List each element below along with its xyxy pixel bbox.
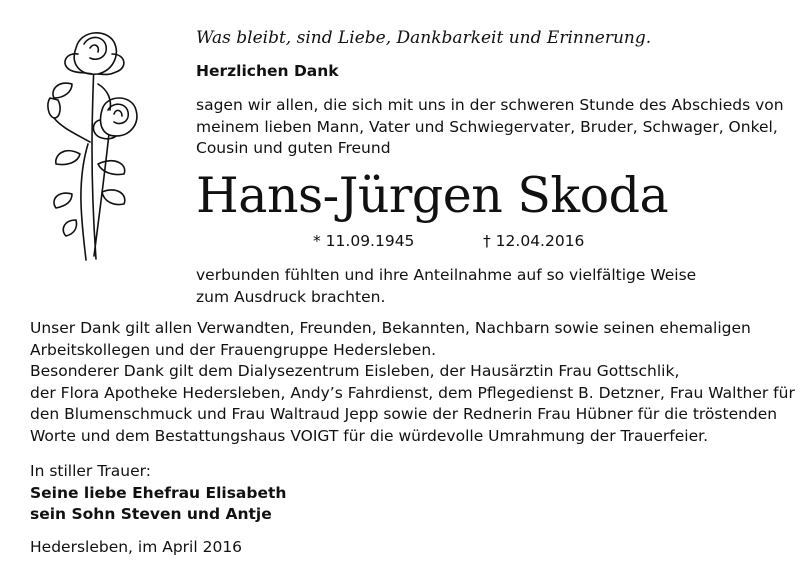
intro-line: meinem lieben Mann, Vater und Schwiegervater, Bruder, Schwager, Onkel, bbox=[196, 117, 778, 136]
family-line: Seine liebe Ehefrau Elisabeth bbox=[30, 483, 287, 502]
signoff-intro: In stiller Trauer: bbox=[30, 462, 151, 480]
birth-date: * 11.09.1945 bbox=[313, 232, 415, 250]
intro-line: sagen wir allen, die sich mit uns in der schweren Stunde des Abschieds von bbox=[196, 96, 784, 114]
family-line: sein Sohn Steven und Antje bbox=[30, 505, 272, 523]
rose-icon bbox=[36, 24, 146, 264]
body-line: der Flora Apotheke Hedersleben, Andy’s Fahrdienst, dem Pflegedienst B. Detzner, Frau Walther für bbox=[30, 383, 795, 402]
intro-line: Cousin und guten Freund bbox=[196, 139, 391, 157]
body-line: Arbeitskollegen und der Frauengruppe Hedersleben. bbox=[30, 340, 437, 359]
place-date: Hedersleben, im April 2016 bbox=[30, 538, 243, 556]
body-line: Worte und dem Bestattungshaus VOIGT für die würdevolle Umrahmung der Trauerfeier. bbox=[30, 426, 708, 445]
intro-text bbox=[196, 95, 784, 160]
deceased-name: Hans-Jürgen Skoda bbox=[196, 167, 669, 224]
acknowledgements bbox=[30, 318, 795, 447]
motto: Was bleibt, sind Liebe, Dankbarkeit und Erinnerung. bbox=[196, 28, 652, 48]
closing-line: zum Ausdruck brachten. bbox=[196, 287, 386, 306]
body-line: Besonderer Dank gilt dem Dialysezentrum Eisleben, der Hausärztin Frau Gottschlik, bbox=[30, 362, 680, 380]
death-date: † 12.04.2016 bbox=[483, 232, 585, 250]
closing-line: verbunden fühlten und ihre Anteilnahme auf so vielfältige Weise bbox=[196, 266, 697, 284]
signoff bbox=[30, 461, 430, 526]
body-line: Unser Dank gilt allen Verwandten, Freunden, Bekannten, Nachbarn sowie seinen ehemaligen bbox=[30, 319, 751, 337]
thanks-title: Herzlichen Dank bbox=[196, 62, 339, 80]
closing-text bbox=[196, 265, 756, 308]
body-line: den Blumenschmuck und Frau Waltraud Jepp sowie der Rednerin Frau Hübner für die tröstenden bbox=[30, 405, 778, 423]
life-dates bbox=[0, 232, 800, 254]
